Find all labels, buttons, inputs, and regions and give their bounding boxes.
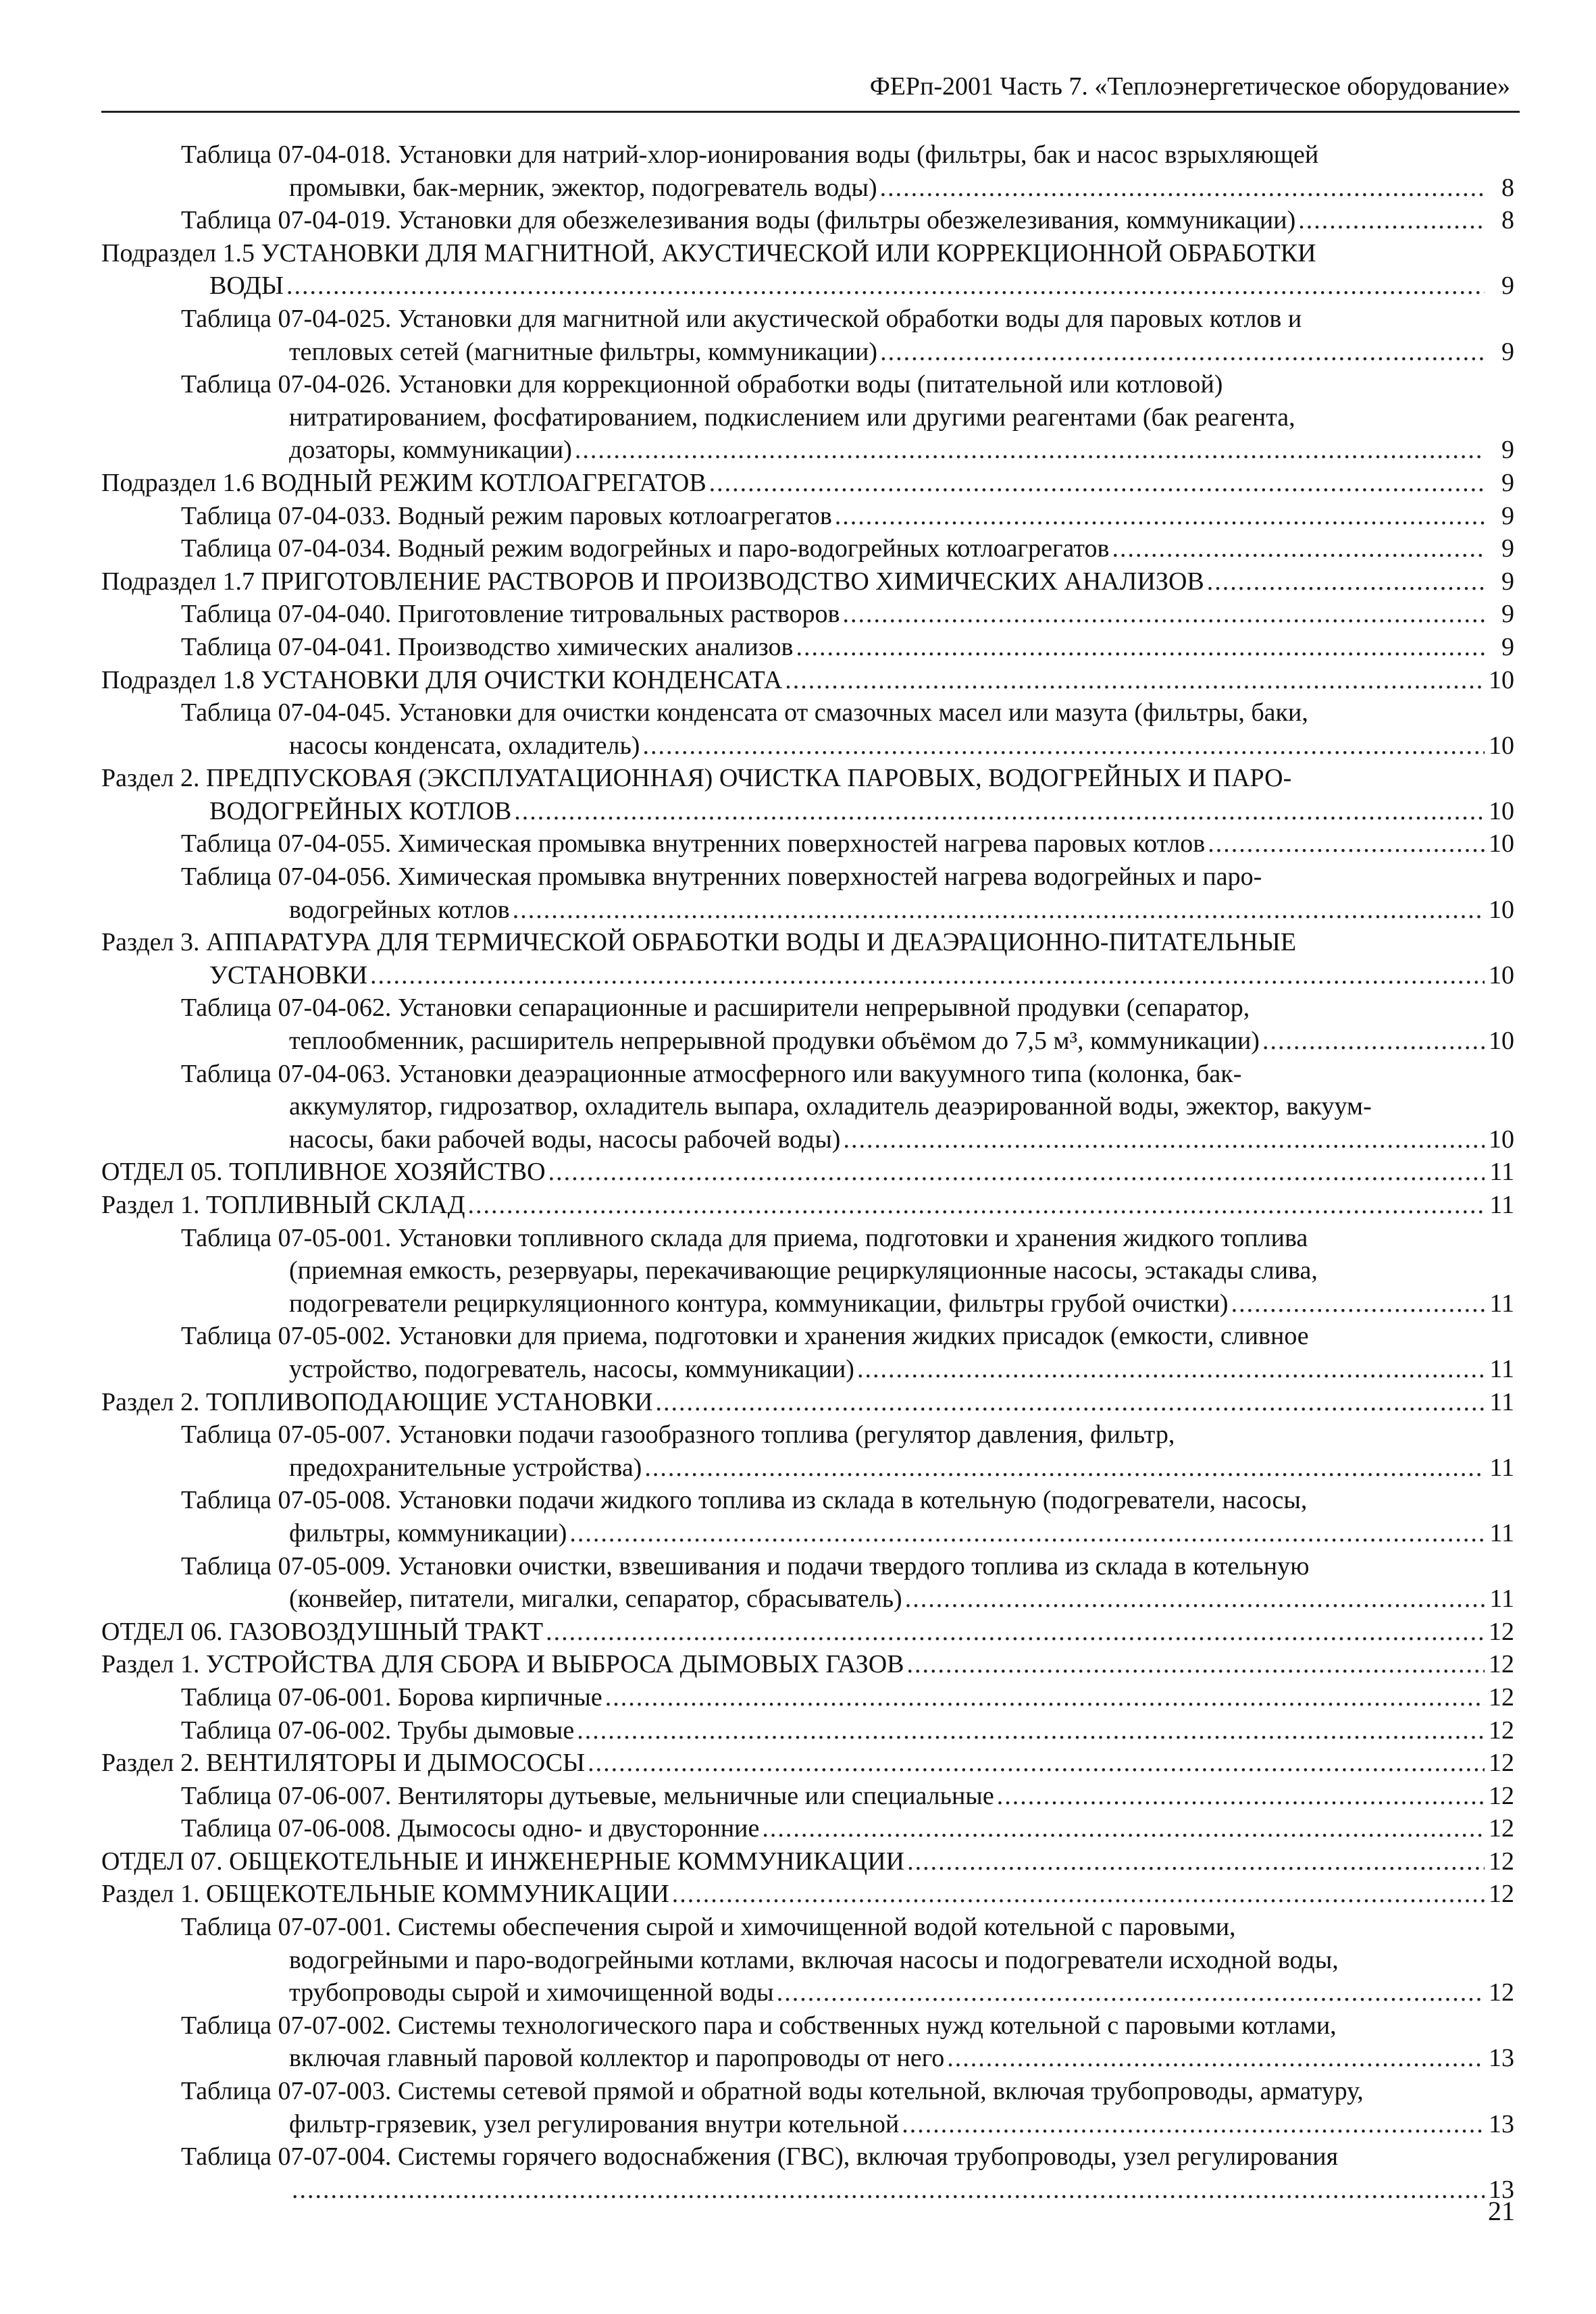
toc-entry-text: Таблица 07-04-063. Установки деаэрационные атмосферного или вакуумного типа (колонка, бак-: [181, 1059, 1242, 1088]
toc-section-entry[interactable]: [101, 1189, 1514, 1222]
dot-leader: [796, 631, 1485, 664]
toc-table-entry[interactable]: [101, 696, 1514, 762]
toc-entry-text: (конвейер, питатели, мигалки, сепаратор, сбрасыватель): [289, 1585, 902, 1614]
toc-section-entry[interactable]: [101, 762, 1514, 827]
toc-entry-text: Таблица 07-04-041. Производство химических анализов: [181, 632, 794, 661]
header-title: ФЕРп-2001 Часть 7. «Теплоэнергетическое оборудование»: [869, 72, 1510, 101]
toc-page-ref: 12: [1489, 1880, 1514, 1909]
toc-page-ref: 12: [1489, 1650, 1514, 1679]
dot-leader: [286, 269, 1485, 303]
toc-page-ref: 9: [1501, 632, 1514, 661]
running-header: [101, 68, 1520, 113]
toc-page-ref: 12: [1489, 1847, 1514, 1876]
dot-leader: [1231, 1287, 1485, 1320]
toc-page-ref: 11: [1489, 1354, 1514, 1383]
toc-entry-text: Таблица 07-07-003. Системы сетевой прямой и обратной воды котельной, включая трубопроводы, арматуру,: [181, 2077, 1364, 2106]
toc-entry-text: Таблица 07-07-001. Системы обеспечения сырой и химочищенной водой котельной с паровыми,: [181, 1913, 1236, 1942]
dot-leader: [292, 2174, 1485, 2207]
toc-entry-text: Таблица 07-04-033. Водный режим паровых котлоагрегатов: [181, 501, 832, 530]
toc-page-ref: 10: [1489, 960, 1514, 989]
toc-entry-text: Таблица 07-05-007. Установки подачи газообразного топлива (регулятор давления, фильтр,: [181, 1420, 1175, 1449]
toc-entry-text: тепловых сетей (магнитные фильтры, коммуникации): [289, 337, 878, 366]
toc-page-ref: 10: [1489, 731, 1514, 760]
dot-leader: [514, 795, 1485, 828]
dot-leader: [1262, 1025, 1485, 1058]
toc-entry-text: фильтры, коммуникации): [289, 1518, 567, 1547]
toc-entry-text: трубопроводы сырой и химочищенной воды: [289, 1978, 774, 2007]
dot-leader: [548, 1156, 1485, 1189]
toc-entry-text: водогрейными и паро-водогрейными котлами, включая насосы и подогреватели исходной воды,: [289, 1945, 1339, 1974]
toc-entry-text: подогреватели рециркуляционного контура, коммуникации, фильтры грубой очистки): [289, 1289, 1229, 1318]
toc-page-ref: 9: [1501, 337, 1514, 366]
toc-entry-text: Таблица 07-07-002. Системы технологического пара и собственных нужд котельной с паровыми котлами,: [181, 2011, 1337, 2040]
toc-entry-text: Таблица 07-04-034. Водный режим водогрейных и паро-водогрейных котлоагрегатов: [181, 534, 1110, 563]
toc-page-ref: 9: [1501, 272, 1514, 301]
toc-page-ref: 11: [1489, 1158, 1514, 1187]
toc-entry-text: Подраздел 1.7 ПРИГОТОВЛЕНИЕ РАСТВОРОВ И ПРОИЗВОДСТВО ХИМИЧЕСКИХ АНАЛИЗОВ: [101, 567, 1204, 596]
toc-entry-text: Таблица 07-05-009. Установки очистки, взвешивания и подачи твердого топлива из склада в котельную: [181, 1551, 1310, 1580]
toc-entry-text: Подраздел 1.5 УСТАНОВКИ ДЛЯ МАГНИТНОЙ, АКУСТИЧЕСКОЙ ИЛИ КОРРЕКЦИОННОЙ ОБРАБОТКИ: [101, 238, 1316, 267]
toc-section-entry[interactable]: [101, 1845, 1514, 1878]
toc-page-ref: 10: [1489, 796, 1514, 825]
toc-table-entry[interactable]: [101, 303, 1514, 368]
toc-page-ref: 9: [1501, 534, 1514, 563]
toc-page-ref: 12: [1489, 1978, 1514, 2007]
toc-entry-text: ОТДЕЛ 07. ОБЩЕКОТЕЛЬНЫЕ И ИНЖЕНЕРНЫЕ КОММУНИКАЦИИ: [101, 1847, 905, 1876]
dot-leader: [835, 500, 1485, 533]
toc-table-entry[interactable]: [101, 2009, 1514, 2075]
dot-leader: [588, 1747, 1485, 1780]
dot-leader: [1208, 827, 1485, 860]
dot-leader: [947, 2042, 1485, 2075]
toc-table-entry[interactable]: [101, 631, 1514, 664]
toc-entry-text: Таблица 07-04-040. Приготовление титровальных растворов: [181, 600, 840, 629]
toc-entry-text: насосы, баки рабочей воды, насосы рабочей воды): [289, 1125, 841, 1154]
toc-entry-text: Таблица 07-07-004. Системы горячего водоснабжения (ГВС), включая трубопроводы, узел регулирования: [181, 2142, 1339, 2171]
dot-leader: [907, 1648, 1485, 1681]
toc-page-ref: 12: [1489, 1682, 1514, 1712]
toc-page-ref: 11: [1489, 1518, 1514, 1547]
toc-page-ref: 12: [1489, 1749, 1514, 1778]
toc-entry-text: Таблица 07-05-002. Установки для приема, подготовки и хранения жидких присадок (емкости, сливное: [181, 1322, 1309, 1351]
toc-entry-text: Таблица 07-04-062. Установки сепарационные и расширители непрерывной продувки (сепаратор,: [181, 994, 1250, 1023]
toc-entry-text: дозаторы, коммуникации): [289, 436, 572, 465]
dot-leader: [785, 664, 1485, 697]
toc-entry-text: нитратированием, фосфатированием, подкислением или другими реагентами (бак реагента,: [289, 403, 1295, 432]
toc-table-entry[interactable]: [101, 1550, 1514, 1616]
dot-leader: [1112, 532, 1485, 565]
toc-entry-text: Таблица 07-06-001. Борова кирпичные: [181, 1682, 602, 1712]
toc-page-ref: 10: [1489, 895, 1514, 924]
toc-entry-text: предохранительные устройства): [289, 1453, 642, 1482]
toc-table-entry[interactable]: [101, 368, 1514, 467]
toc-entry-text: ОТДЕЛ 06. ГАЗОВОЗДУШНЫЙ ТРАКТ: [101, 1617, 544, 1646]
toc-page-ref: 11: [1489, 1191, 1514, 1219]
dot-leader: [656, 1386, 1485, 1419]
dot-leader: [513, 894, 1485, 927]
toc-table-entry[interactable]: [101, 992, 1514, 1057]
toc-section-entry[interactable]: [101, 664, 1514, 697]
toc-entry-text: Таблица 07-04-018. Установки для натрий-хлор-ионирования воды (фильтры, бак и насос взрыхляющей: [181, 140, 1319, 169]
toc-entry-text: теплообменник, расширитель непрерывной продувки объёмом до 7,5 м³, коммуникации): [289, 1027, 1260, 1056]
toc-table-entry[interactable]: [101, 827, 1514, 860]
toc-table-entry[interactable]: [101, 204, 1514, 237]
toc-entry-text: Таблица 07-04-025. Установки для магнитной или акустической обработки воды для паровых котлов и: [181, 304, 1302, 333]
dot-leader: [902, 2108, 1485, 2141]
dot-leader: [1298, 204, 1485, 237]
toc-entry-text: водогрейных котлов: [289, 895, 510, 924]
dot-leader: [880, 336, 1485, 369]
toc-entry-text: Таблица 07-04-045. Установки для очистки конденсата от смазочных масел или мазута (фильтры, баки,: [181, 698, 1308, 727]
toc-page-ref: 9: [1501, 501, 1514, 530]
toc-section-entry[interactable]: [101, 1616, 1514, 1649]
toc-section-entry[interactable]: [101, 1648, 1514, 1681]
dot-leader: [1207, 565, 1485, 598]
toc-entry-text: Таблица 07-05-001. Установки топливного склада для приема, подготовки и хранения жидкого топлива: [181, 1223, 1308, 1252]
toc-section-entry[interactable]: [101, 1156, 1514, 1189]
toc-page-ref: 9: [1501, 436, 1514, 465]
toc-entry-text: Раздел 1. ТОПЛИВНЫЙ СКЛАД: [101, 1191, 465, 1219]
toc-entry-text: Таблица 07-06-002. Трубы дымовые: [181, 1716, 575, 1745]
toc-page-ref: 11: [1489, 1453, 1514, 1482]
toc-entry-text: Таблица 07-04-056. Химическая промывка внутренних поверхностей нагрева водогрейных и паро-: [181, 863, 1262, 892]
dot-leader: [642, 729, 1485, 763]
dot-leader: [905, 1583, 1485, 1616]
toc-table-entry[interactable]: [101, 1418, 1514, 1484]
toc-entry-text: включая главный паровой коллектор и паропроводы от него: [289, 2044, 945, 2073]
toc-table-entry[interactable]: [101, 2140, 1514, 2206]
dot-leader: [370, 959, 1485, 992]
toc-entry-text: насосы конденсата, охладитель): [289, 731, 640, 760]
table-of-contents: [101, 138, 1514, 2206]
dot-leader: [577, 1714, 1485, 1747]
toc-table-entry[interactable]: [101, 2075, 1514, 2140]
toc-table-entry[interactable]: [101, 1911, 1514, 2009]
toc-page-ref: 10: [1489, 665, 1514, 694]
toc-entry-text: Раздел 3. АППАРАТУРА ДЛЯ ТЕРМИЧЕСКОЙ ОБРАБОТКИ ВОДЫ И ДЕАЭРАЦИОННО-ПИТАТЕЛЬНЫЕ: [101, 928, 1297, 957]
toc-entry-text: фильтр-грязевик, узел регулирования внутри котельной: [289, 2109, 900, 2138]
toc-section-entry[interactable]: [101, 467, 1514, 500]
dot-leader: [880, 172, 1485, 205]
toc-entry-text: Раздел 1. УСТРОЙСТВА ДЛЯ СБОРА И ВЫБРОСА ДЫМОВЫХ ГАЗОВ: [101, 1650, 904, 1679]
toc-table-entry[interactable]: [101, 1681, 1514, 1714]
toc-page-ref: 9: [1501, 567, 1514, 596]
toc-table-entry[interactable]: [101, 1714, 1514, 1747]
toc-entry-text: аккумулятор, гидрозатвор, охладитель выпара, охладитель деаэрированной воды, эжектор, вакуум-: [289, 1092, 1372, 1121]
toc-entry-text: (приемная емкость, резервуары, перекачивающие рециркуляционные насосы, эстакады слива,: [289, 1256, 1318, 1285]
toc-entry-text: Раздел 2. ПРЕДПУСКОВАЯ (ЭКСПЛУАТАЦИОННАЯ) ОЧИСТКА ПАРОВЫХ, ВОДОГРЕЙНЫХ И ПАРО-: [101, 764, 1292, 793]
dot-leader: [907, 1845, 1485, 1878]
toc-table-entry[interactable]: [101, 138, 1514, 204]
toc-page-ref: 8: [1501, 173, 1514, 202]
dot-leader: [468, 1189, 1485, 1222]
toc-page-ref: 10: [1489, 829, 1514, 858]
toc-section-entry[interactable]: [101, 1747, 1514, 1780]
toc-entry-text: ОТДЕЛ 05. ТОПЛИВНОЕ ХОЗЯЙСТВО: [101, 1158, 546, 1187]
toc-table-entry[interactable]: [101, 1812, 1514, 1845]
toc-page-ref: 9: [1501, 468, 1514, 497]
toc-page-ref: 11: [1489, 1387, 1514, 1416]
toc-section-entry[interactable]: [101, 237, 1514, 303]
toc-table-entry[interactable]: [101, 500, 1514, 533]
toc-section-entry[interactable]: [101, 565, 1514, 598]
toc-table-entry[interactable]: [101, 1320, 1514, 1385]
toc-entry-text: ВОДЫ: [209, 272, 284, 301]
dot-leader: [709, 467, 1485, 500]
toc-page-ref: 9: [1501, 600, 1514, 629]
toc-page-ref: 12: [1489, 1814, 1514, 1843]
toc-page-ref: 10: [1489, 1125, 1514, 1154]
dot-leader: [843, 1123, 1485, 1156]
toc-section-entry[interactable]: [101, 926, 1514, 992]
dot-leader: [605, 1681, 1485, 1714]
toc-page-ref: 13: [1489, 2044, 1514, 2073]
toc-page-ref: 11: [1489, 1289, 1514, 1318]
toc-page-ref: 13: [1489, 2109, 1514, 2138]
toc-page-ref: 13: [1489, 2175, 1514, 2204]
dot-leader: [997, 1780, 1485, 1813]
toc-entry-text: Таблица 07-06-007. Вентиляторы дутьевые, мельничные или специальные: [181, 1781, 994, 1810]
toc-entry-text: Раздел 1. ОБЩЕКОТЕЛЬНЫЕ КОММУНИКАЦИИ: [101, 1880, 669, 1909]
toc-page-ref: 8: [1501, 206, 1514, 235]
toc-section-entry[interactable]: [101, 1878, 1514, 1911]
toc-page-ref: 11: [1489, 1585, 1514, 1614]
dot-leader: [857, 1353, 1485, 1386]
toc-entry-text: Подраздел 1.6 ВОДНЫЙ РЕЖИМ КОТЛОАГРЕГАТОВ: [101, 468, 706, 497]
dot-leader: [569, 1517, 1485, 1550]
dot-leader: [575, 434, 1485, 467]
toc-entry-text: УСТАНОВКИ: [209, 960, 368, 989]
toc-table-entry[interactable]: [101, 598, 1514, 631]
toc-table-entry[interactable]: [101, 1222, 1514, 1320]
toc-table-entry[interactable]: [101, 860, 1514, 926]
toc-entry-text: Таблица 07-05-008. Установки подачи жидкого топлива из склада в котельную (подогреватели, насосы,: [181, 1486, 1308, 1515]
dot-leader: [777, 1976, 1485, 2009]
toc-entry-text: Таблица 07-06-008. Дымососы одно- и двусторонние: [181, 1814, 760, 1843]
toc-entry-text: Раздел 2. ВЕНТИЛЯТОРЫ И ДЫМОСОСЫ: [101, 1749, 586, 1778]
toc-entry-text: Таблица 07-04-026. Установки для коррекционной обработки воды (питательной или котловой): [181, 370, 1223, 399]
dot-leader: [546, 1616, 1485, 1649]
dot-leader: [672, 1878, 1485, 1911]
toc-table-entry[interactable]: [101, 1484, 1514, 1549]
toc-entry-text: Таблица 07-04-019. Установки для обезжелезивания воды (фильтры обезжелезивания, коммуникации): [181, 206, 1296, 235]
dot-leader: [842, 598, 1485, 631]
toc-entry-text: Раздел 2. ТОПЛИВОПОДАЮЩИЕ УСТАНОВКИ: [101, 1387, 653, 1416]
toc-entry-text: Таблица 07-04-055. Химическая промывка внутренних поверхностей нагрева паровых котлов: [181, 829, 1206, 858]
toc-table-entry[interactable]: [101, 532, 1514, 565]
toc-page-ref: 10: [1489, 1027, 1514, 1056]
dot-leader: [762, 1812, 1485, 1845]
toc-page-ref: 12: [1489, 1781, 1514, 1810]
toc-entry-text: Подраздел 1.8 УСТАНОВКИ ДЛЯ ОЧИСТКИ КОНДЕНСАТА: [101, 665, 783, 694]
page-number: 21: [1488, 2196, 1515, 2226]
dot-leader: [644, 1451, 1485, 1485]
toc-table-entry[interactable]: [101, 1058, 1514, 1156]
toc-section-entry[interactable]: [101, 1386, 1514, 1419]
toc-page-ref: 12: [1489, 1716, 1514, 1745]
toc-page-ref: 12: [1489, 1617, 1514, 1646]
toc-entry-text: ВОДОГРЕЙНЫХ КОТЛОВ: [209, 796, 512, 825]
toc-entry-text: промывки, бак-мерник, эжектор, подогреватель воды): [289, 173, 877, 202]
toc-table-entry[interactable]: [101, 1780, 1514, 1813]
toc-entry-text: устройство, подогреватель, насосы, коммуникации): [289, 1354, 854, 1383]
